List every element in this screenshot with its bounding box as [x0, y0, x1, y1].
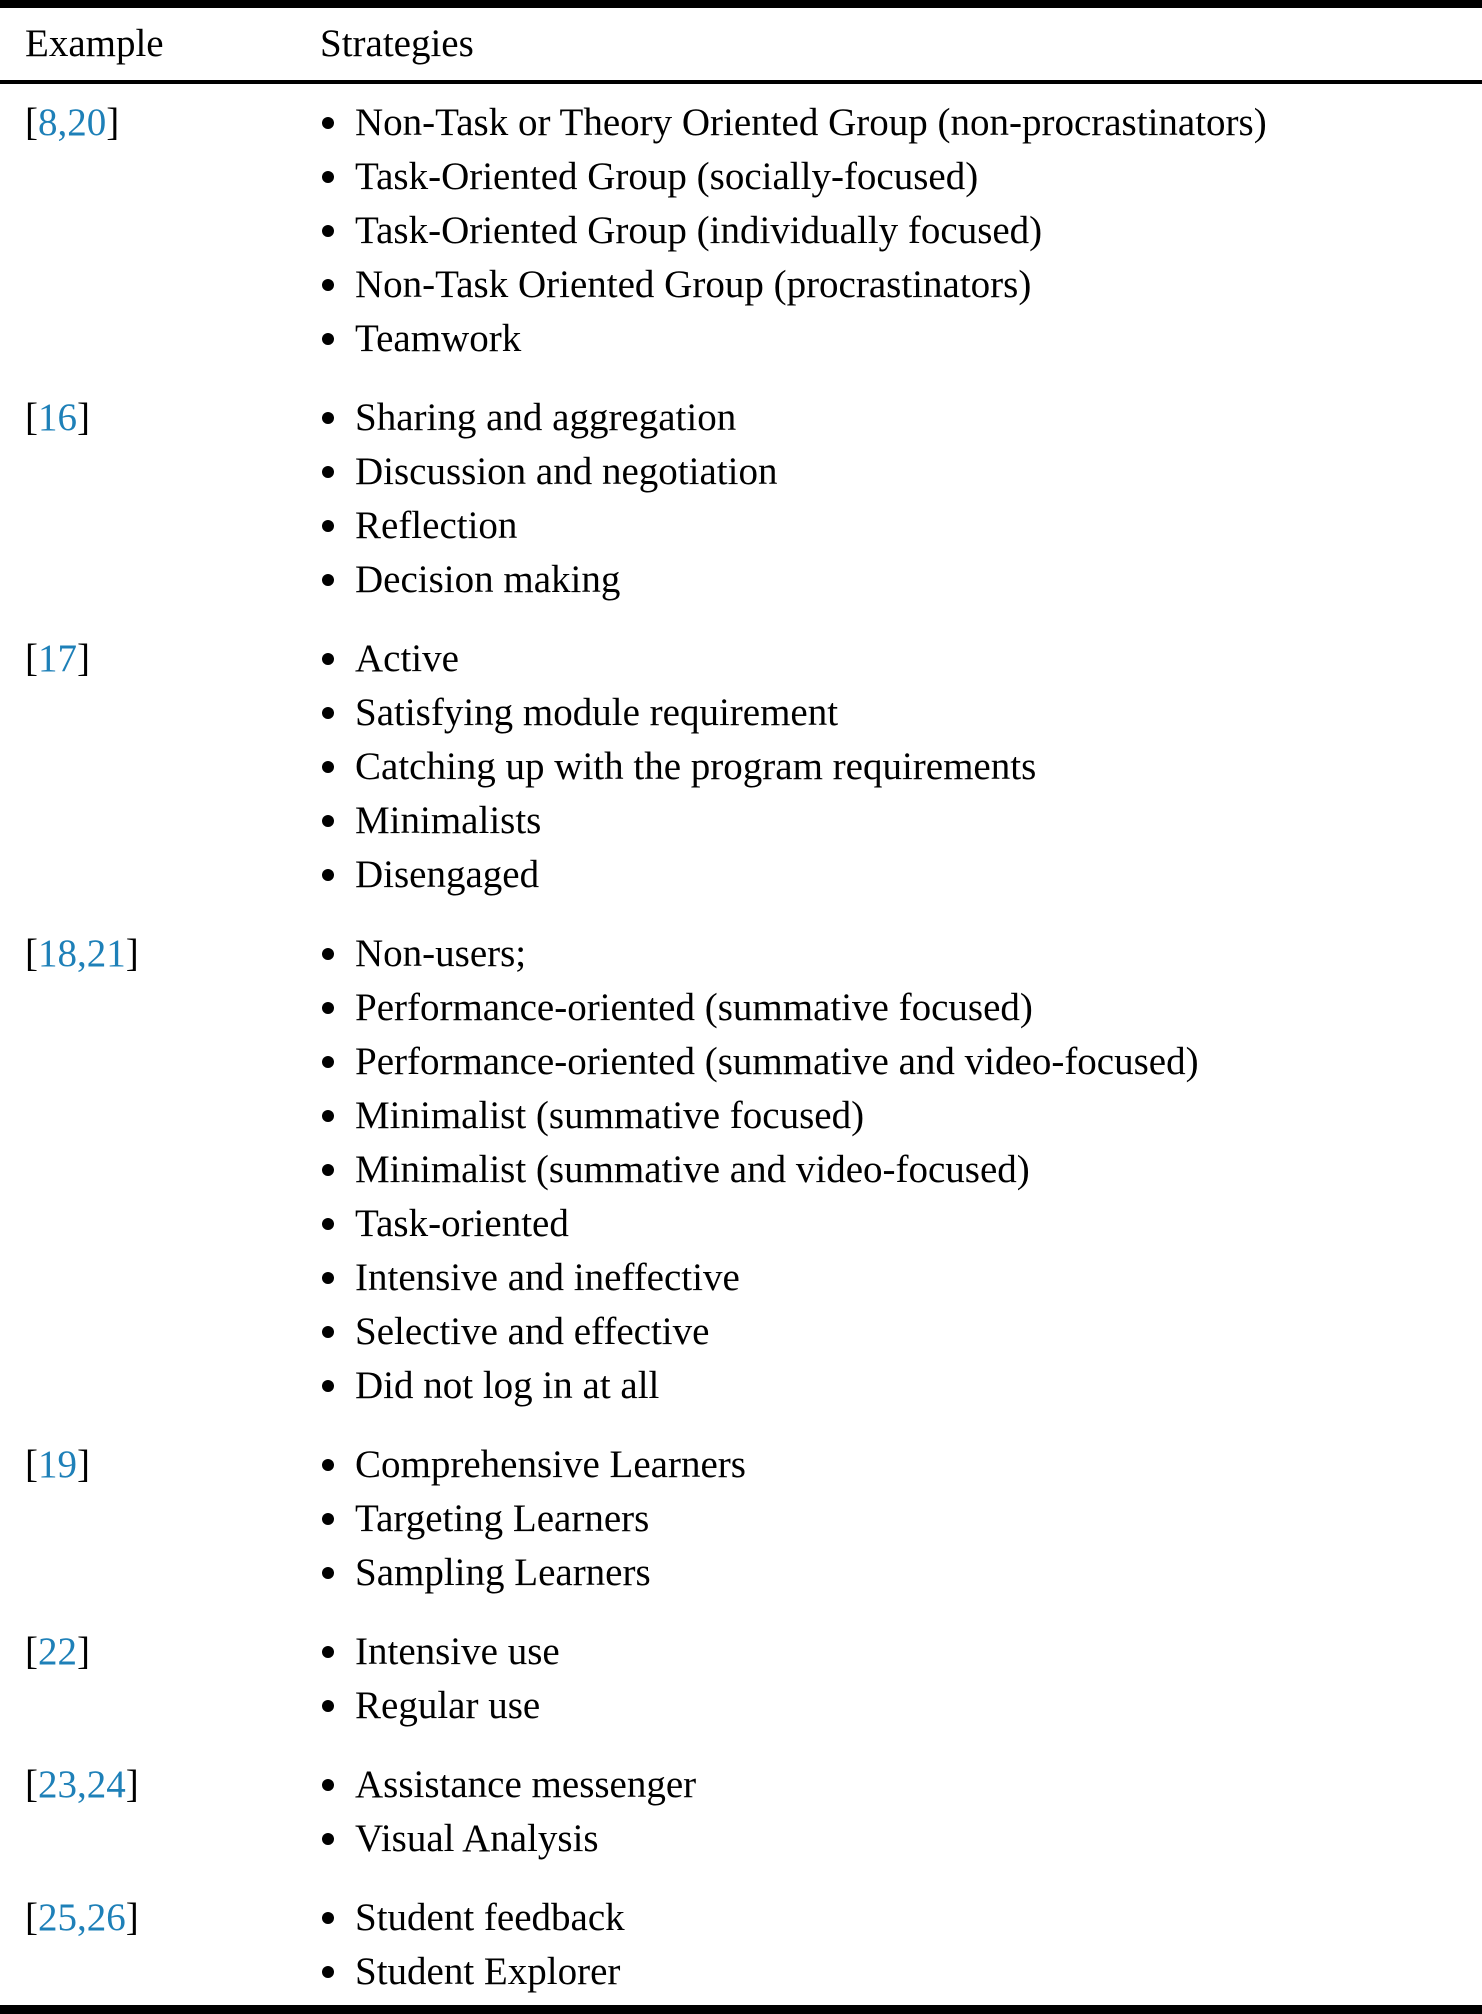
citation-link[interactable]: 23,24 [38, 1763, 126, 1806]
strategy-item [320, 1492, 1482, 1546]
table-row [0, 1625, 1482, 1733]
strategy-item-label: Active [355, 637, 459, 680]
bullet-icon [322, 1912, 334, 1924]
strategy-item [320, 258, 1482, 312]
strategy-item-label: Task-Oriented Group (individually focused) [355, 209, 1043, 252]
strategy-item [320, 1891, 1482, 1945]
bullet-icon [322, 707, 334, 719]
strategy-item [320, 1251, 1482, 1305]
bullet-icon [322, 1002, 334, 1014]
strategy-item-label: Minimalists [355, 799, 542, 842]
citation-close-bracket: ] [125, 1763, 139, 1806]
citation-close-bracket: ] [77, 1630, 90, 1673]
citation-open-bracket: [ [25, 1763, 38, 1806]
citation-open-bracket: [ [25, 637, 38, 680]
strategy-list [320, 1758, 1482, 1866]
strategy-item [320, 553, 1482, 607]
strategy-item-label: Non-Task or Theory Oriented Group (non-procrastinators) [355, 101, 1267, 144]
citation-close-bracket: ] [77, 637, 90, 680]
strategy-item-label: Discussion and negotiation [355, 450, 778, 493]
bullet-icon [322, 761, 334, 773]
strategy-item [320, 1945, 1482, 1999]
strategy-item-label: Sampling Learners [355, 1551, 651, 1594]
strategy-item [320, 499, 1482, 553]
bullet-icon [322, 815, 334, 827]
strategy-item-label: Assistance messenger [355, 1763, 697, 1806]
bullet-icon [322, 333, 334, 345]
bullet-icon [322, 117, 334, 129]
citation-cell [0, 391, 320, 445]
strategy-item-label: Disengaged [355, 853, 540, 896]
strategy-item [320, 1305, 1482, 1359]
strategy-item-label: Minimalist (summative and video-focused) [355, 1148, 1030, 1191]
strategy-item-label: Selective and effective [355, 1310, 710, 1353]
table-row [0, 1758, 1482, 1866]
table-top-border [0, 0, 1482, 8]
citation-link[interactable]: 22 [38, 1630, 77, 1673]
citation-open-bracket: [ [25, 101, 38, 144]
bullet-icon [322, 225, 334, 237]
strategy-item-label: Teamwork [355, 317, 522, 360]
strategy-item [320, 1679, 1482, 1733]
bullet-icon [322, 869, 334, 881]
strategy-list [320, 927, 1482, 1413]
citation-link[interactable]: 17 [38, 637, 77, 680]
bullet-icon [322, 412, 334, 424]
strategy-item [320, 1035, 1482, 1089]
citation-close-bracket: ] [77, 396, 90, 439]
strategy-item [320, 204, 1482, 258]
strategy-item [320, 1625, 1482, 1679]
strategy-item-label: Student Explorer [355, 1950, 621, 1993]
strategy-item-label: Satisfying module requirement [355, 691, 839, 734]
strategy-item [320, 1758, 1482, 1812]
bullet-icon [322, 653, 334, 665]
bullet-icon [322, 1164, 334, 1176]
bullet-icon [322, 1056, 334, 1068]
citation-cell [0, 1758, 320, 1812]
table-row [0, 632, 1482, 902]
strategy-list [320, 96, 1482, 366]
citation-cell [0, 1625, 320, 1679]
strategy-item-label: Regular use [355, 1684, 541, 1727]
strategy-item-label: Non-Task Oriented Group (procrastinators) [355, 263, 1032, 306]
strategy-item [320, 632, 1482, 686]
strategy-item-label: Reflection [355, 504, 518, 547]
strategy-item [320, 1359, 1482, 1413]
strategy-item-label: Non-users; [355, 932, 527, 975]
table-bottom-border [0, 2005, 1482, 2014]
bullet-icon [322, 1567, 334, 1579]
strategy-list [320, 632, 1482, 902]
bullet-icon [322, 520, 334, 532]
bullet-icon [322, 1110, 334, 1122]
citation-open-bracket: [ [25, 932, 38, 975]
strategy-item [320, 1143, 1482, 1197]
strategy-item-label: Sharing and aggregation [355, 396, 737, 439]
column-header-example: Example [25, 22, 164, 65]
strategy-list [320, 391, 1482, 607]
strategy-item-label: Catching up with the program requirements [355, 745, 1037, 788]
table-row [0, 927, 1482, 1413]
bullet-icon [322, 1459, 334, 1471]
strategy-item [320, 686, 1482, 740]
strategy-item-label: Intensive and ineffective [355, 1256, 740, 1299]
strategy-item-label: Performance-oriented (summative and video-focused) [355, 1040, 1199, 1083]
column-header-strategies: Strategies [320, 22, 474, 65]
strategy-item-label: Decision making [355, 558, 621, 601]
strategy-item-label: Visual Analysis [355, 1817, 599, 1860]
strategy-list [320, 1438, 1482, 1600]
strategy-item-label: Targeting Learners [355, 1497, 650, 1540]
bullet-icon [322, 1218, 334, 1230]
citation-open-bracket: [ [25, 1630, 38, 1673]
citation-close-bracket: ] [106, 101, 120, 144]
strategy-item [320, 1812, 1482, 1866]
citation-link[interactable]: 8,20 [38, 101, 107, 144]
bullet-icon [322, 279, 334, 291]
strategy-item [320, 150, 1482, 204]
bullet-icon [322, 466, 334, 478]
citation-open-bracket: [ [25, 1443, 38, 1486]
table-row [0, 1438, 1482, 1600]
bullet-icon [322, 1646, 334, 1658]
strategy-item-label: Performance-oriented (summative focused) [355, 986, 1033, 1029]
strategy-item [320, 1546, 1482, 1600]
citation-open-bracket: [ [25, 1896, 38, 1939]
strategy-item [320, 445, 1482, 499]
citation-cell [0, 96, 320, 150]
bullet-icon [322, 171, 334, 183]
citation-close-bracket: ] [125, 1896, 139, 1939]
strategy-item-label: Minimalist (summative focused) [355, 1094, 865, 1137]
bullet-icon [322, 1779, 334, 1791]
table-row [0, 391, 1482, 607]
strategy-item-label: Did not log in at all [355, 1364, 660, 1407]
strategy-item [320, 312, 1482, 366]
bullet-icon [322, 1326, 334, 1338]
bullet-icon [322, 948, 334, 960]
bullet-icon [322, 1700, 334, 1712]
citation-link[interactable]: 25,26 [38, 1896, 126, 1939]
strategy-item [320, 1197, 1482, 1251]
strategy-item [320, 794, 1482, 848]
bullet-icon [322, 1513, 334, 1525]
strategy-item [320, 848, 1482, 902]
citation-close-bracket: ] [77, 1443, 90, 1486]
strategy-list [320, 1891, 1482, 1999]
strategy-item [320, 96, 1482, 150]
strategy-item-label: Task-Oriented Group (socially-focused) [355, 155, 979, 198]
strategy-item-label: Comprehensive Learners [355, 1443, 746, 1486]
citation-cell [0, 927, 320, 981]
citation-cell [0, 632, 320, 686]
table-row [0, 1891, 1482, 1999]
strategy-item [320, 927, 1482, 981]
citation-link[interactable]: 19 [38, 1443, 77, 1486]
strategy-item [320, 981, 1482, 1035]
citation-cell [0, 1438, 320, 1492]
strategy-item [320, 391, 1482, 445]
bullet-icon [322, 1380, 334, 1392]
strategy-item-label: Student feedback [355, 1896, 625, 1939]
bullet-icon [322, 1272, 334, 1284]
strategy-item [320, 1089, 1482, 1143]
citation-cell [0, 1891, 320, 1945]
citation-close-bracket: ] [125, 932, 139, 975]
citation-link[interactable]: 16 [38, 396, 77, 439]
strategy-list [320, 1625, 1482, 1733]
citation-open-bracket: [ [25, 396, 38, 439]
table-row [0, 96, 1482, 366]
table-body [0, 84, 1482, 2005]
strategy-item [320, 1438, 1482, 1492]
table-header-row [0, 8, 1482, 80]
strategy-item-label: Task-oriented [355, 1202, 569, 1245]
citation-link[interactable]: 18,21 [38, 932, 126, 975]
strategy-item [320, 740, 1482, 794]
strategy-item-label: Intensive use [355, 1630, 560, 1673]
bullet-icon [322, 1966, 334, 1978]
bullet-icon [322, 574, 334, 586]
bullet-icon [322, 1833, 334, 1845]
